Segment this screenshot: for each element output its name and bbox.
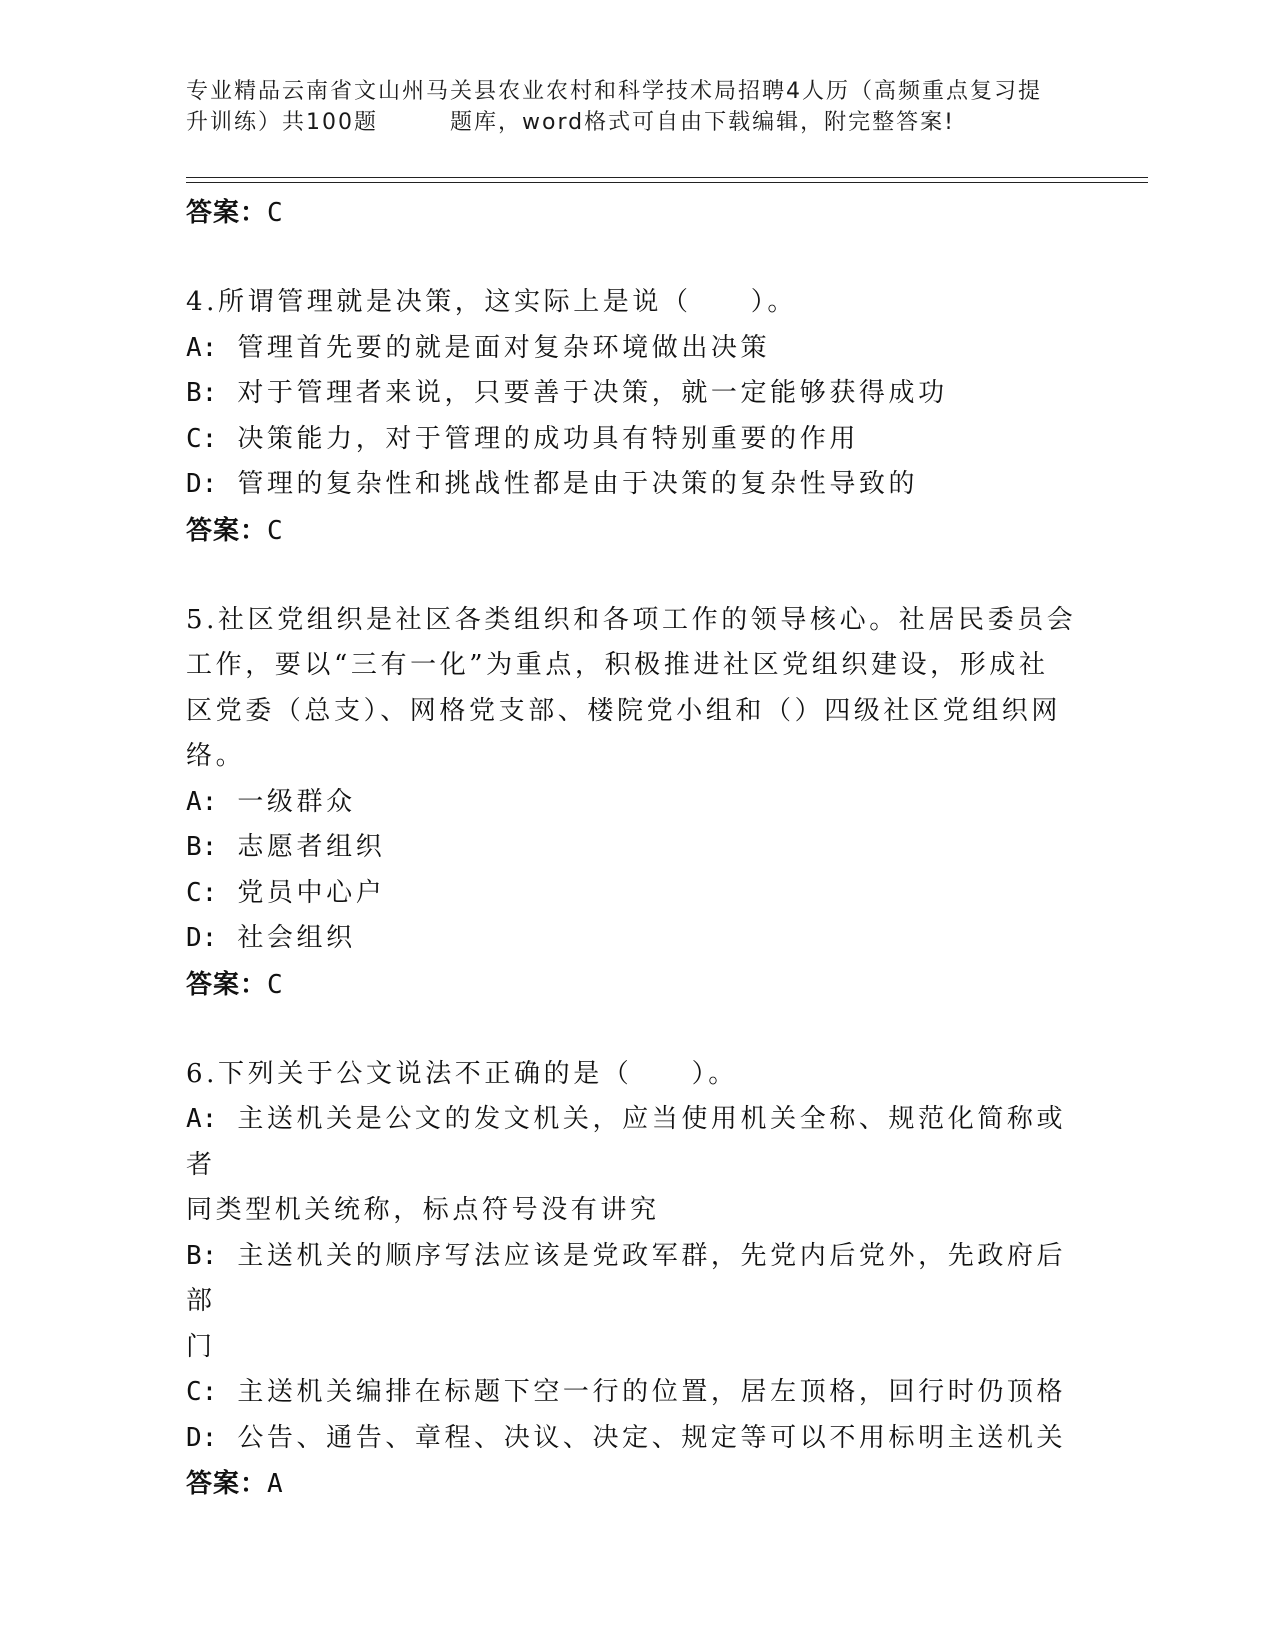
question-answer: 答案：C — [186, 515, 284, 546]
question-stem-line-4: 络。 — [186, 741, 246, 771]
option-b-continued: 门 — [186, 1331, 216, 1362]
option-a: A: 管理首先要的就是面对复杂环境做出决策 — [186, 332, 771, 363]
option-d: D: 公告、通告、章程、决议、决定、规定等可以不用标明主送机关 — [186, 1422, 1067, 1453]
option-c: C: 决策能力，对于管理的成功具有特别重要的作用 — [186, 423, 859, 454]
option-d: D: 社会组织 — [186, 923, 356, 953]
question-answer: 答案：A — [186, 1469, 284, 1499]
header-line-2-a: 升训练）共100题 — [186, 110, 378, 135]
option-a: A: 一级群众 — [186, 786, 356, 817]
header-rule-top — [186, 177, 1148, 178]
question-4 — [186, 280, 1086, 554]
answer-label: 答案： — [186, 198, 268, 228]
option-c: C: 党员中心户 — [186, 877, 386, 908]
question-stem: 6.下列关于公文说法不正确的是（ ）。 — [186, 1058, 738, 1089]
header-rule-bottom — [186, 182, 1148, 183]
document-header — [186, 76, 1086, 138]
question-stem-line-3: 区党委（总支）、网格党支部、楼院党小组和（）四级社区党组织网 — [186, 695, 1062, 726]
header-line-1: 专业精品云南省文山州马关县农业农村和科学技术局招聘4人历（高频重点复习提 — [186, 79, 1042, 104]
question-stem: 4.所谓管理就是决策，这实际上是说（ ）。 — [186, 287, 798, 317]
option-b: B: 对于管理者来说，只要善于决策，就一定能够获得成功 — [186, 378, 948, 408]
option-b: B: 主送机关的顺序写法应该是党政军群，先党内后党外，先政府后部 — [186, 1240, 1067, 1316]
header-line-2 — [186, 107, 1086, 138]
question-6 — [186, 1052, 1086, 1508]
document-body — [186, 190, 1086, 1507]
previous-answer — [186, 190, 1086, 236]
header-line-2-b: 题库，word格式可自由下载编辑，附完整答案! — [450, 110, 955, 135]
answer-value: C — [267, 198, 284, 228]
option-c: C: 主送机关编排在标题下空一行的位置，居左顶格，回行时仍顶格 — [186, 1377, 1067, 1407]
question-5 — [186, 598, 1086, 1008]
question-answer: 答案：C — [186, 969, 284, 1000]
option-b: B: 志愿者组织 — [186, 832, 386, 862]
question-stem-line-1: 5.社区党组织是社区各类组织和各项工作的领导核心。社居民委员会 — [186, 604, 1077, 635]
question-stem-line-2: 工作，要以“三有一化”为重点，积极推进社区党组织建设，形成社 — [186, 650, 1049, 680]
option-a: A: 主送机关是公文的发文机关，应当使用机关全称、规范化简称或者 — [186, 1104, 1067, 1180]
option-a-continued: 同类型机关统称，标点符号没有讲究 — [186, 1195, 660, 1225]
option-d: D: 管理的复杂性和挑战性都是由于决策的复杂性导致的 — [186, 469, 919, 499]
